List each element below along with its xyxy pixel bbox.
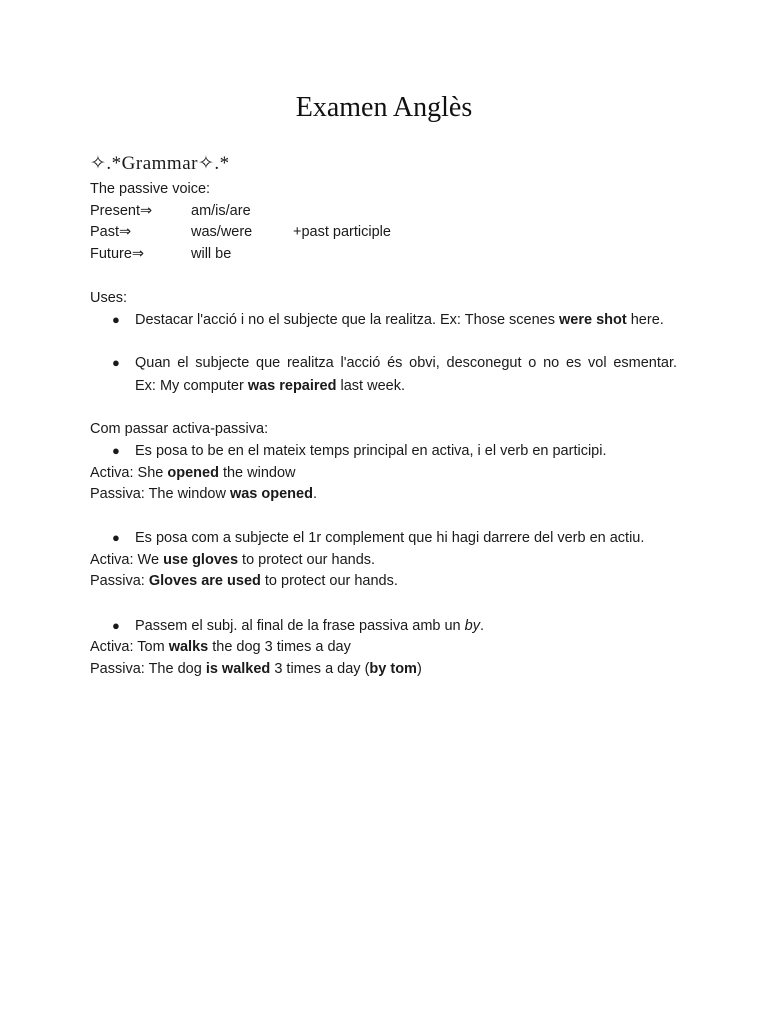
bullet-marker: ● xyxy=(112,618,120,633)
conversion-rule-2: Es posa com a subjecte el 1r complement que hi hagi darrere del verb en actiu. xyxy=(135,530,645,546)
conversion-label: Com passar activa-passiva: xyxy=(90,421,269,437)
example-1-passive: Passiva: The window was opened. xyxy=(90,486,317,502)
example-3-active: Activa: Tom walks the dog 3 times a day xyxy=(90,639,351,655)
conversion-rule-3: Passem el subj. al final de la frase passiva amb un by. xyxy=(135,618,485,634)
document-title: Examen Anglès xyxy=(295,92,473,123)
example-2-active: Activa: We use gloves to protect our hands. xyxy=(90,552,376,568)
form-present: am/is/are xyxy=(191,203,251,219)
tense-present: Present⇒ xyxy=(90,203,153,219)
uses-bullet-2-example: Ex: My computer was repaired last week. xyxy=(135,378,405,394)
bullet-marker: ● xyxy=(112,355,120,370)
example-1-active: Activa: She opened the window xyxy=(90,465,296,481)
conversion-rule-1: Es posa to be en el mateix temps principal en activa, i el verb en participi. xyxy=(135,443,607,459)
uses-bullet-2-line-1: Quan el subjecte que realitza l'acció és obvi, desconegut o no es vol esmentar. xyxy=(135,355,677,371)
example-3-passive: Passiva: The dog is walked 3 times a day (by tom) xyxy=(90,661,422,677)
form-future: will be xyxy=(191,246,232,262)
past-participle-note: +past participle xyxy=(293,224,391,240)
passive-voice-label: The passive voice: xyxy=(90,181,211,197)
tense-future: Future⇒ xyxy=(90,246,145,262)
form-past: was/were xyxy=(191,224,253,240)
example-2-passive: Passiva: Gloves are used to protect our hands. xyxy=(90,573,398,589)
bullet-marker: ● xyxy=(112,530,120,545)
uses-label: Uses: xyxy=(90,290,128,306)
tense-past: Past⇒ xyxy=(90,224,132,240)
bullet-marker: ● xyxy=(112,312,120,327)
bullet-marker: ● xyxy=(112,443,120,458)
section-heading-grammar: ✧.*Grammar✧.* xyxy=(90,153,230,174)
uses-bullet-1: Destacar l'acció i no el subjecte que la realitza. Ex: Those scenes were shot here. xyxy=(135,312,664,328)
